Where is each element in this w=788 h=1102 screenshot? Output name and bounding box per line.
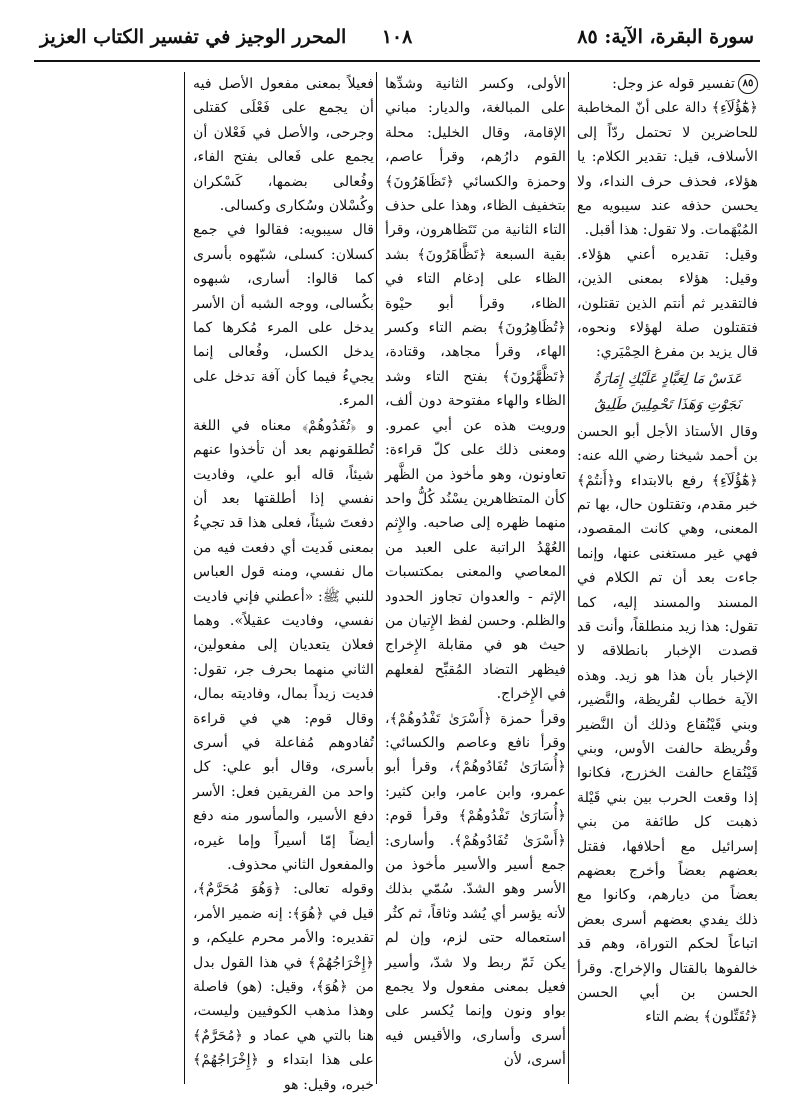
paragraph: ﴿هَٰٓؤُلَآءِ﴾ دالة على أنّ المخاطبة للحاضرين لا تحتمل ردّاً إلى الأسلاف، قيل: تقدير الكلام: يا هؤلاء، فحذف حرف النداء، ولا يحسن حذفه عند سيبويه مع المُبْهَمات. ولا تقول: هذا أقبل. <box>577 100 758 239</box>
paragraph: وقيل: تقديره أعني هؤلاء. وقيل: هؤلاء بمعنى الذين، فالتقدير ثم أنتم الذين تقتلون، فتقتلون صلة لهؤلاء ونحوه، قال يزيد بن مفرغ الحِمْيَري: <box>577 246 758 361</box>
paragraph: وقوله تعالى: ﴿وَهُوَ مُحَرَّمٌ﴾، قيل في ﴿هُوَ﴾: إنه ضمير الأمر، تقديره: والأمر محرم عليكم، و ﴿إِخْرَاجُهُمْ﴾ في هذا القول بدل من ﴿هُوَ﴾، وقيل: (هو) فاصلة وهذا مذهب الكوفيين وليست، هنا بالتي هي عماد و ﴿مُحَرَّمٌ﴾ على هذا ابتداء و ﴿إِخْرَاجُهُمْ﴾ خبره، وقيل: هو <box>193 881 374 1093</box>
paragraph: قال سيبويه: فقالوا في جمع كسلان: كسلى، شبّهوه بأسرى كما قالوا: أسارى، شبهوه بكُسالى، ووجه الشبه أن الأسر يدخل على المرء مُكرها كما يدخل الكسل، وفُعالى إنما يجيءُ فيما كأن آفة تدخل على المرء. <box>193 222 374 410</box>
column-1 <box>568 72 760 1084</box>
page-number: ١٠٨ <box>381 26 413 48</box>
paragraph: فعيلاً بمعنى مفعول الأصل فيه أن يجمع على فَعْلَى كقتلى وجرحى، والأصل في فَعْلان أن يجمع على فَعالى بفتح الفاء، وفُعالى بضمها، كَسْكران وكُسْلان وسُكارى وكسالى. <box>193 76 374 215</box>
verse-intro: ٨٥تفسير قوله عز وجل: <box>577 72 758 96</box>
page-header <box>34 22 760 60</box>
column-3 <box>184 72 376 1093</box>
paragraph: الأولى، وكسر الثانية وشدِّها على المبالغة، والديار: مباني الإقامة، وقال الخليل: محلة القوم دارُهم، وقرأ عاصم، وحمزة والكسائي ﴿تَظَاهَرُونَ﴾ بتخفيف الظاء، وهذا على حذف التاء الثانية من تَتَظاهرون، وقرأ بقية السبعة ﴿تَظَّاهَرُونَ﴾ بشد الظاء على إدغام التاء في الظاء، وقرأ أبو حيْوة ﴿تُظَاهِرُونَ﴾ بضم التاء وكسر الهاء، وقرأ مجاهد، وقتادة، ﴿تَظَّهَّرُونَ﴾ بفتح التاء وشد الظاء والهاء مفتوحة دون ألف، ورويت هذه عن أبي عمرو. ومعنى ذلك على كلّ قراءة: تعاونون، وهو مأخوذ من الظَّهر كأن المتظاهرين يسْنُد كُلُّ واحد منهما ظهره إلى صاحبه. والإِثم العُهْدُ الراتبة على العبد من المعاصي والمعنى بمكتسبات الإثم - والعدوان تجاوز الحدود والظلم. وحسن لفظ الإِتيان من حيث هو في مقابلة الإِخراج فيظهر التضاد المُقبِّح لفعلهم في الإِخراج. <box>385 76 566 703</box>
text-columns <box>34 72 760 1093</box>
paragraph: وقرأ حمزة ﴿أَسْرَىٰ تَفْدُوهُمْ﴾، وقرأ نافع وعاصم والكسائي: ﴿أُسَارَىٰ تُفَادُوهُمْ﴾، وقرأ أبو عمرو، وابن عامر، وابن كثير: ﴿أُسَارَىٰ تَفْدُوهُمْ﴾ وقرأ قوم: ﴿أَسْرَىٰ تُفَادُوهُمْ﴾. وأسارى: جمع أسير والأسير مأخوذ من الأسر وهو الشدّ. سُمّي بذلك لأنه يؤسر أي يُشد وثاقاً، ثم كثُر استعماله حتى لزم، وإن لم يكن ثَمّ ربط ولا شدّ، وأسير فعيل بمعنى مفعول ولا يجمع بواو ونون وإنما يُكسر على أسرى وأسارى، والأقيس فيه أسرى، لأن <box>385 710 566 1069</box>
paragraph: و ﴿تُفَدُوهُمْ﴾ معناه في اللغة تُطلقونهم بعد أن تأخذوا عنهم شيئاً، قاله أبو علي، وفاديت نفسي إذا أطلقتها بعد أن دفعتَ شيئاً، فعلى هذا قد تجيءُ بمعنى فَديت أي دفعت فيه من مال نفسي، ومنه قول العباس للنبي ﷺ: «أعطني فإني فاديت نفسي، وفاديت عقيلاً». وهما فعلان يتعديان إلى مفعولين، الثاني منهما بحرف جر، تقول: فديت زيداً بمال، وفاديته بمال، وقال قوم: هي في قراءة تُفادوهم مُفاعلة في أسرى بأسرى، وقال أبو علي: كل واحد من الفريقين فعل: الأسر دفع الأسير، والمأسور منه دفع أيضاً إمّا أسيراً وإما غيره، والمفعول الثاني محذوف. <box>193 417 374 873</box>
book-title: المحرر الوجيز في تفسير الكتاب العزيز <box>40 26 347 48</box>
paragraph: وقال الأستاذ الأجل أبو الحسن بن أحمد شيخنا رضي الله عنه: ﴿هَٰٓؤُلَآءِ﴾ رفع بالابتداء و﴿أَنتُمْ﴾ خبر مقدم، وتقتلون حال، بها تم المعنى، وهي كانت المقصود، فهي غير مستغنى عنها، وإنما جاءت بعد أن تم الكلام في المسند والمسند إليه، كما تقول: هذا زيد منطلقاً، وأنت قد قصدت الإخبار بانطلاقه لا الإخبار بأن هذا هو زيد. وهذه الآية خطاب لقُريظة، والنَّضير، وبني قَيْنُقاع وذلك أن النَّضير وقُريظة حالفت الأوس، وبني قَيْنُقاع حالفت الخزرج، فكانوا إذا وقعت الحرب بين بني قَيْلة ذهبت كل طائفة من بني إسرائيل مع أحلافها، فقتل بعضهم بعضاً وأخرج بعضهم بعضاً من ديارهم، وكانوا مع ذلك يفدي بعضهم أسرى بعض اتباعاً لحكم التوراة، وهم قد خالفوها بالقتال والإخراج. وقرأ الحسن بن أبي الحسن ﴿تُقَتِّلون﴾ بضم التاء <box>577 423 758 1026</box>
surah-label: سورة البقرة، الآية: ٨٥ <box>577 26 754 48</box>
verse-number-badge: ٨٥ <box>738 74 758 94</box>
poetry-verse-line: نَجَوْتِ وَهَذَا تَحْمِلِينَ طَلِيقُ <box>594 397 741 414</box>
column-2 <box>376 72 568 1084</box>
poetry-verse-line: عَدَسْ مَا لِعَبَّادٍ عَلَيْكِ إِمَارَةٌ <box>593 370 742 387</box>
header-divider <box>34 60 760 62</box>
